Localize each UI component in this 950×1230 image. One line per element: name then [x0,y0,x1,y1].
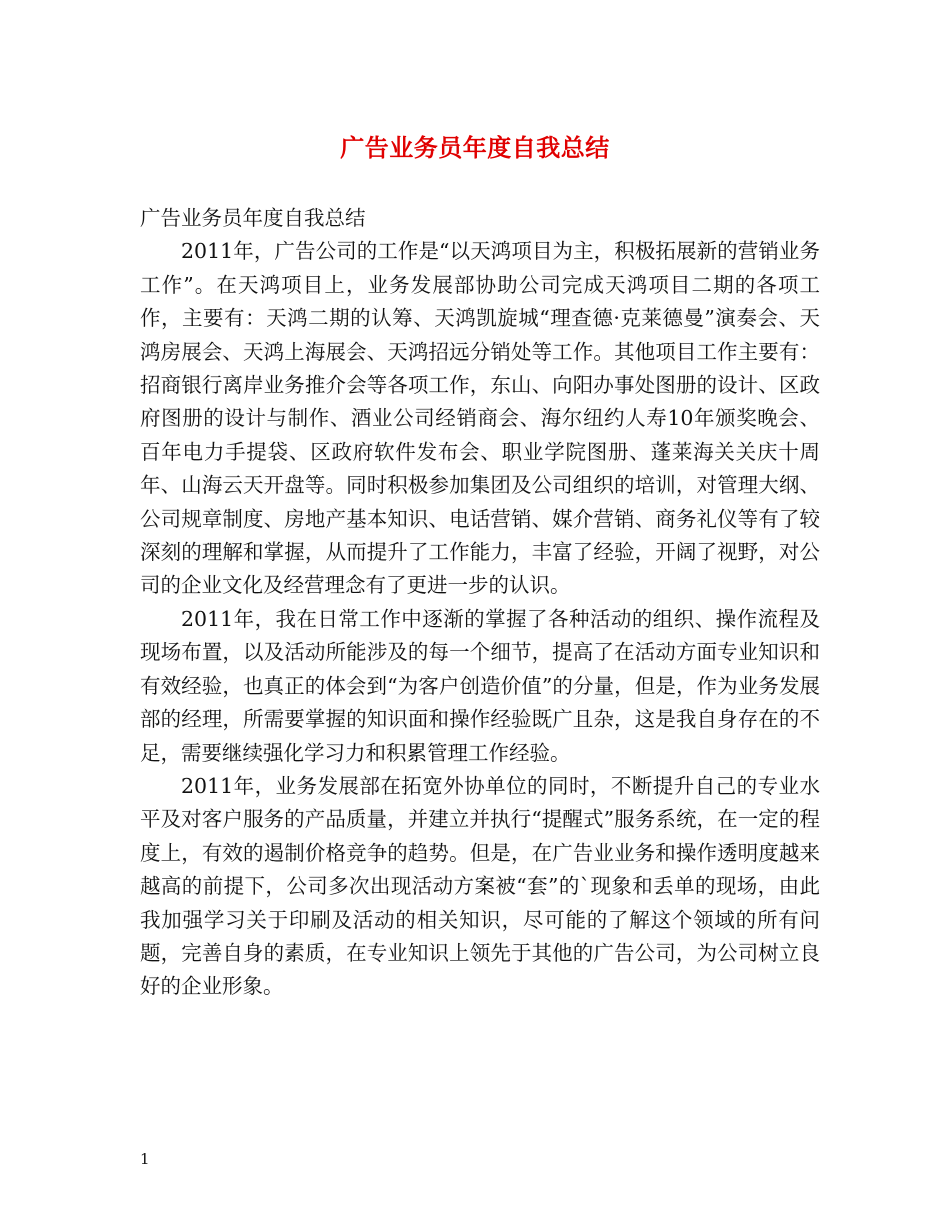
paragraph-2: 2011年，我在日常工作中逐渐的掌握了各种活动的组织、操作流程及现场布置，以及活动所能涉及的每一个细节，提高了在活动方面专业知识和有效经验，也真正的体会到“为客户创造价值”的分量，但是，作为业务发展部的经理，所需要掌握的知识面和操作经验既广且杂，这是我自身存在的不足，需要继续强化学习力和积累管理工作经验。 [140,606,820,765]
document-title: 广告业务员年度自我总结 [340,133,610,162]
paragraph-3: 2011年，业务发展部在拓宽外协单位的同时，不断提升自己的专业水平及对客户服务的产品质量，并建立并执行“提醒式”服务系统，在一定的程度上，有效的遏制价格竞争的趋势。但是，在广告业业务和操作透明度越来越高的前提下，公司多次出现活动方案被“套”的`现象和丢单的现场，由此我加强学习关于印刷及活动的相关知识，尽可能的了解这个领域的所有问题，完善自身的素质，在专业知识上领先于其他的广告公司，为公司树立良好的企业形象。 [140,773,820,999]
page-number: 1 [140,1150,150,1168]
paragraph-1: 2011年，广告公司的工作是“以天鸿项目为主，积极拓展新的营销业务工作”。在天鸿项目上，业务发展部协助公司完成天鸿项目二期的各项工作，主要有：天鸿二期的认筹、天鸿凯旋城“理查德·克莱德曼”演奏会、天鸿房展会、天鸿上海展会、天鸿招远分销处等工作。其他项目工作主要有：招商银行离岸业务推介会等各项工作，东山、向阳办事处图册的设计、区政府图册的设计与制作、酒业公司经销商会、海尔纽约人寿10年颁奖晚会、百年电力手提袋、区政府软件发布会、职业学院图册、蓬莱海关关庆十周年、山海云天开盘等。同时积极参加集团及公司组织的培训，对管理大纲、公司规章制度、房地产基本知识、电话营销、媒介营销、商务礼仪等有了较深刻的理解和掌握，从而提升了工作能力，丰富了经验，开阔了视野，对公司的企业文化及经营理念有了更进一步的认识。 [140,239,820,598]
document-subtitle: 广告业务员年度自我总结 [140,206,366,230]
document-body [140,202,820,1004]
